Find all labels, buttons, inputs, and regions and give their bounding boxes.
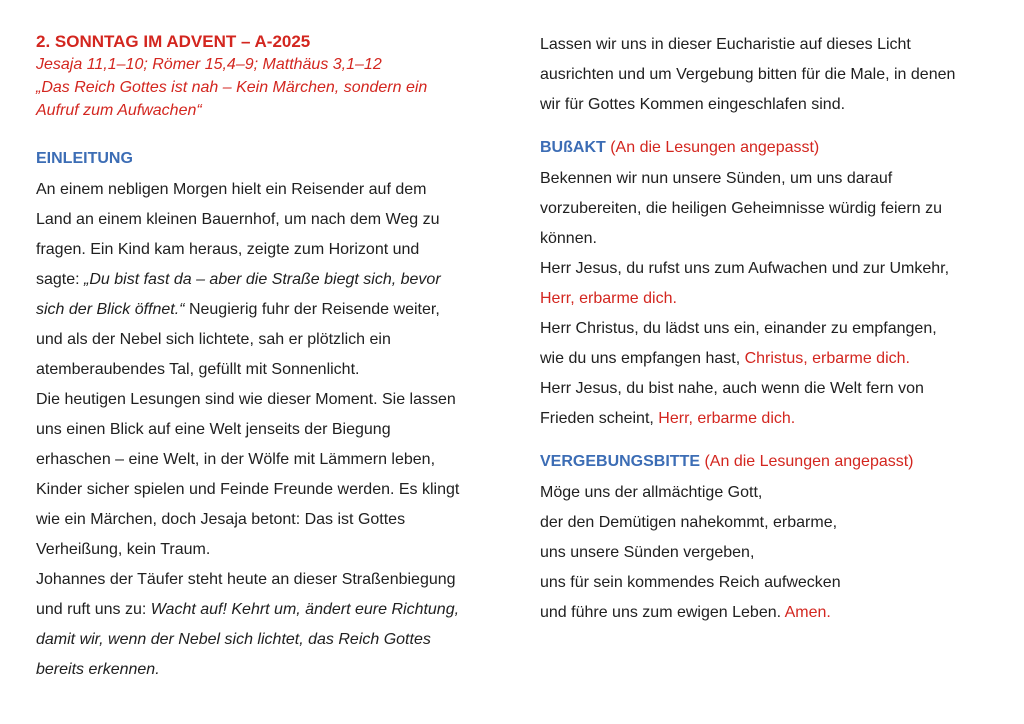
text-segment: damit wir, wenn der Nebel sich lichtet, das Reich Gottes (36, 631, 431, 648)
text-segment: „Das Reich Gottes ist nah – Kein Märchen, sondern ein (36, 79, 428, 96)
text-line (540, 404, 1000, 434)
text-segment: An einem nebligen Morgen hielt ein Reisender auf dem (36, 181, 427, 198)
text-segment: Amen. (784, 604, 831, 621)
text-line (36, 595, 496, 625)
text-line (540, 478, 1000, 508)
readings-reference (36, 53, 496, 76)
text-line (36, 175, 496, 205)
text-line (36, 325, 496, 355)
text-line (540, 344, 1000, 374)
text-segment: und führe uns zum ewigen Leben. (540, 604, 785, 621)
text-line (36, 505, 496, 535)
text-segment: uns einen Blick auf eine Welt jenseits der Biegung (36, 421, 391, 438)
document-motto (36, 99, 496, 122)
text-segment: atemberaubendes Tal, gefüllt mit Sonnenlicht. (36, 361, 360, 378)
text-segment: Christus, erbarme dich. (744, 350, 910, 367)
text-line (540, 90, 1000, 120)
text-line (36, 565, 496, 595)
text-segment: ausrichten und um Vergebung bitten für die Male, in denen (540, 66, 956, 83)
text-line (36, 475, 496, 505)
text-line (540, 374, 1000, 404)
text-segment: Wacht auf! Kehrt um, ändert eure Richtung, (150, 601, 460, 618)
text-line (540, 30, 1000, 60)
text-segment: Frieden scheint, (540, 410, 659, 427)
text-segment: Herr, erbarme dich. (658, 410, 796, 427)
text-segment: Herr Jesus, du bist nahe, auch wenn die Welt fern von (540, 380, 924, 397)
text-segment: Aufruf zum Aufwachen“ (36, 102, 202, 119)
text-segment: (An die Lesungen angepasst) (610, 139, 820, 156)
text-segment: uns unsere Sünden vergeben, (540, 544, 755, 561)
spacer (36, 122, 496, 131)
text-segment: Die heutigen Lesungen sind wie dieser Moment. Sie lassen (36, 391, 456, 408)
text-segment: Herr, erbarme dich. (540, 290, 677, 307)
text-line (36, 535, 496, 565)
text-segment: und ruft uns zu: (36, 601, 151, 618)
text-segment: Möge uns der allmächtige Gott, (540, 484, 763, 501)
text-line (540, 568, 1000, 598)
text-segment: sagte: (36, 271, 85, 288)
text-line (540, 254, 1000, 284)
text-segment: können. (540, 230, 597, 247)
text-segment: Herr Jesus, du rufst uns zum Aufwachen und zur Umkehr, (540, 260, 950, 277)
text-segment: Herr Christus, du lädst uns ein, einander zu empfangen, (540, 320, 937, 337)
text-segment: bereits erkennen. (36, 661, 160, 678)
text-segment: vorzubereiten, die heiligen Geheimnisse würdig feiern zu (540, 200, 942, 217)
text-segment: Jesaja 11,1–10; Römer 15,4–9; Matthäus 3,1–12 (36, 56, 382, 73)
bussakt-heading (540, 136, 1000, 160)
text-segment: Lassen wir uns in dieser Eucharistie auf dieses Licht (540, 36, 911, 53)
text-segment: wie ein Märchen, doch Jesaja betont: Das ist Gottes (36, 511, 406, 528)
text-line (540, 314, 1000, 344)
text-line (540, 60, 1000, 90)
text-segment: sich der Blick öffnet.“ (36, 301, 189, 318)
text-segment: EINLEITUNG (36, 150, 133, 167)
text-segment: Neugierig fuhr der Reisende weiter, (188, 301, 440, 318)
vergebungsbitte-heading (540, 450, 1000, 474)
text-segment: Johannes der Täufer steht heute an dieser Straßenbiegung (36, 571, 456, 588)
text-segment: VERGEBUNGSBITTE (540, 453, 705, 470)
text-segment: (An die Lesungen angepasst) (704, 453, 914, 470)
text-line (540, 194, 1000, 224)
text-line (540, 164, 1000, 194)
text-line (540, 598, 1000, 628)
text-line (36, 235, 496, 265)
text-segment: 2. SONNTAG IM ADVENT – A-2025 (36, 32, 311, 51)
einleitung-heading (36, 147, 496, 171)
text-line (36, 265, 496, 295)
document-title (36, 30, 496, 53)
text-segment: Bekennen wir nun unsere Sünden, um uns darauf (540, 170, 893, 187)
text-line (540, 284, 1000, 314)
text-line (36, 205, 496, 235)
text-line (540, 538, 1000, 568)
text-segment: „Du bist fast da – aber die Straße biegt sich, bevor (84, 271, 441, 288)
text-segment: BUßAKT (540, 139, 611, 156)
text-segment: und als der Nebel sich lichtete, sah er plötzlich ein (36, 331, 391, 348)
text-segment: uns für sein kommendes Reich aufwecken (540, 574, 841, 591)
text-line (36, 625, 496, 655)
text-line (36, 415, 496, 445)
text-segment: Verheißung, kein Traum. (36, 541, 211, 558)
text-segment: wie du uns empfangen hast, (540, 350, 745, 367)
text-line (36, 385, 496, 415)
text-line (36, 445, 496, 475)
text-line (540, 508, 1000, 538)
text-segment: wir für Gottes Kommen eingeschlafen sind. (540, 96, 846, 113)
text-line (36, 355, 496, 385)
text-line (540, 224, 1000, 254)
text-segment: fragen. Ein Kind kam heraus, zeigte zum Horizont und (36, 241, 420, 258)
left-column (36, 30, 496, 724)
text-segment: Land an einem kleinen Bauernhof, um nach dem Weg zu (36, 211, 440, 228)
text-segment: erhaschen – eine Welt, in der Wölfe mit Lämmern leben, (36, 451, 436, 468)
text-segment: der den Demütigen nahekommt, erbarme, (540, 514, 838, 531)
text-line (36, 655, 496, 685)
text-line (36, 295, 496, 325)
right-column (540, 30, 1000, 724)
document-motto (36, 76, 496, 99)
text-segment: Kinder sicher spielen und Feinde Freunde werden. Es klingt (36, 481, 460, 498)
